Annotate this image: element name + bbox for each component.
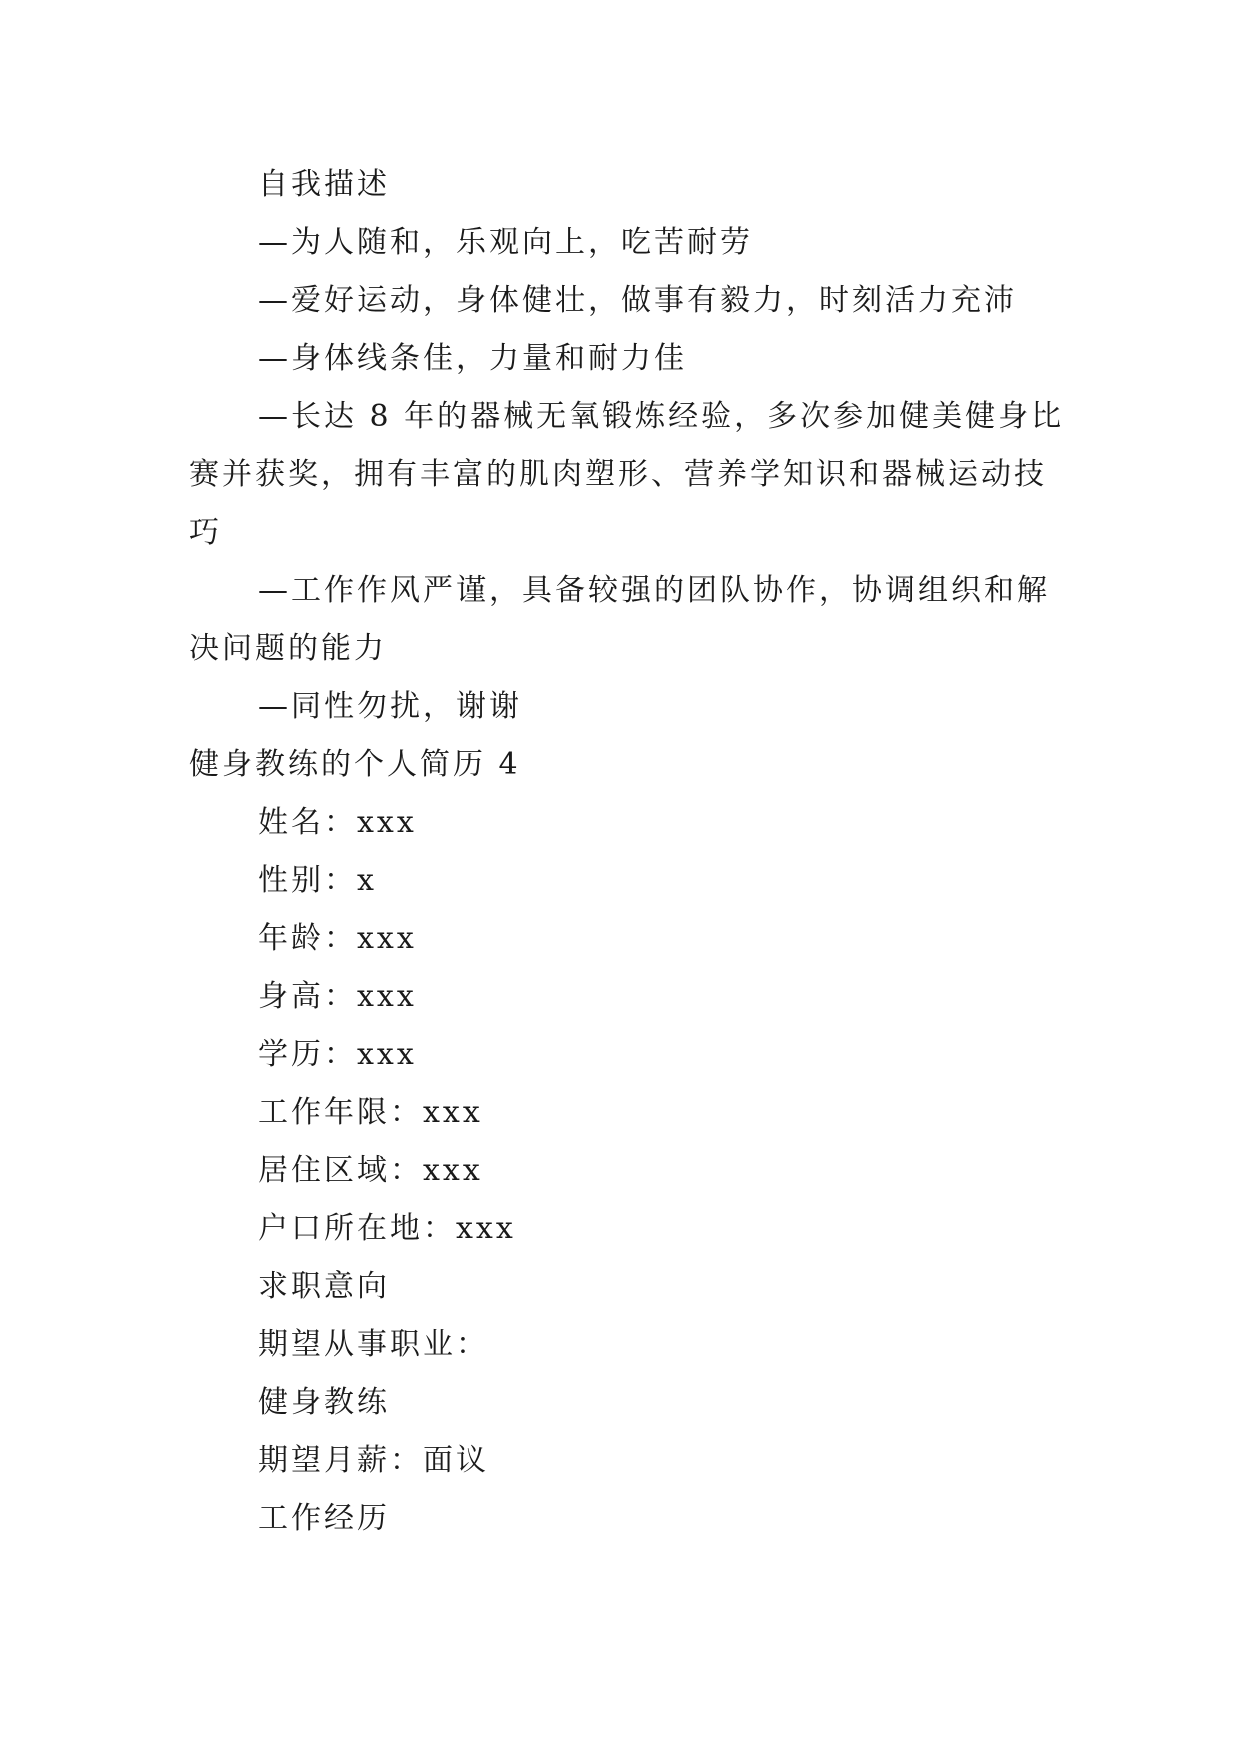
info-gender: 性别：x <box>258 863 377 898</box>
resume-title: 健身教练的个人简历 4 <box>189 747 521 782</box>
description-line: —工作作风严谨，具备较强的团队协作，协调组织和解 <box>258 573 1050 608</box>
info-name: 姓名：xxx <box>258 805 417 840</box>
section-heading-work-experience: 工作经历 <box>258 1501 390 1536</box>
description-line-continued: 决问题的能力 <box>189 631 387 666</box>
info-residence: 居住区域：xxx <box>258 1153 483 1188</box>
info-height: 身高：xxx <box>258 979 417 1014</box>
expected-occupation-value: 健身教练 <box>258 1385 390 1420</box>
description-line: —爱好运动，身体健壮，做事有毅力，时刻活力充沛 <box>258 283 1017 318</box>
description-line: —身体线条佳，力量和耐力佳 <box>258 341 687 376</box>
info-age: 年龄：xxx <box>258 921 417 956</box>
description-line-continued: 赛并获奖，拥有丰富的肌肉塑形、营养学知识和器械运动技 <box>189 457 1047 492</box>
info-hukou: 户口所在地：xxx <box>258 1211 516 1246</box>
description-line: —长达 8 年的器械无氧锻炼经验，多次参加健美健身比 <box>258 399 1065 434</box>
expected-occupation-label: 期望从事职业： <box>258 1327 489 1362</box>
expected-salary: 期望月薪：面议 <box>258 1443 489 1478</box>
section-heading-self-description: 自我描述 <box>258 167 390 202</box>
description-line: —同性勿扰，谢谢 <box>258 689 522 724</box>
section-heading-job-intention: 求职意向 <box>258 1269 390 1304</box>
description-line: —为人随和，乐观向上，吃苦耐劳 <box>258 225 753 260</box>
description-line-continued: 巧 <box>189 515 222 550</box>
info-education: 学历：xxx <box>258 1037 417 1072</box>
info-work-years: 工作年限：xxx <box>258 1095 483 1130</box>
